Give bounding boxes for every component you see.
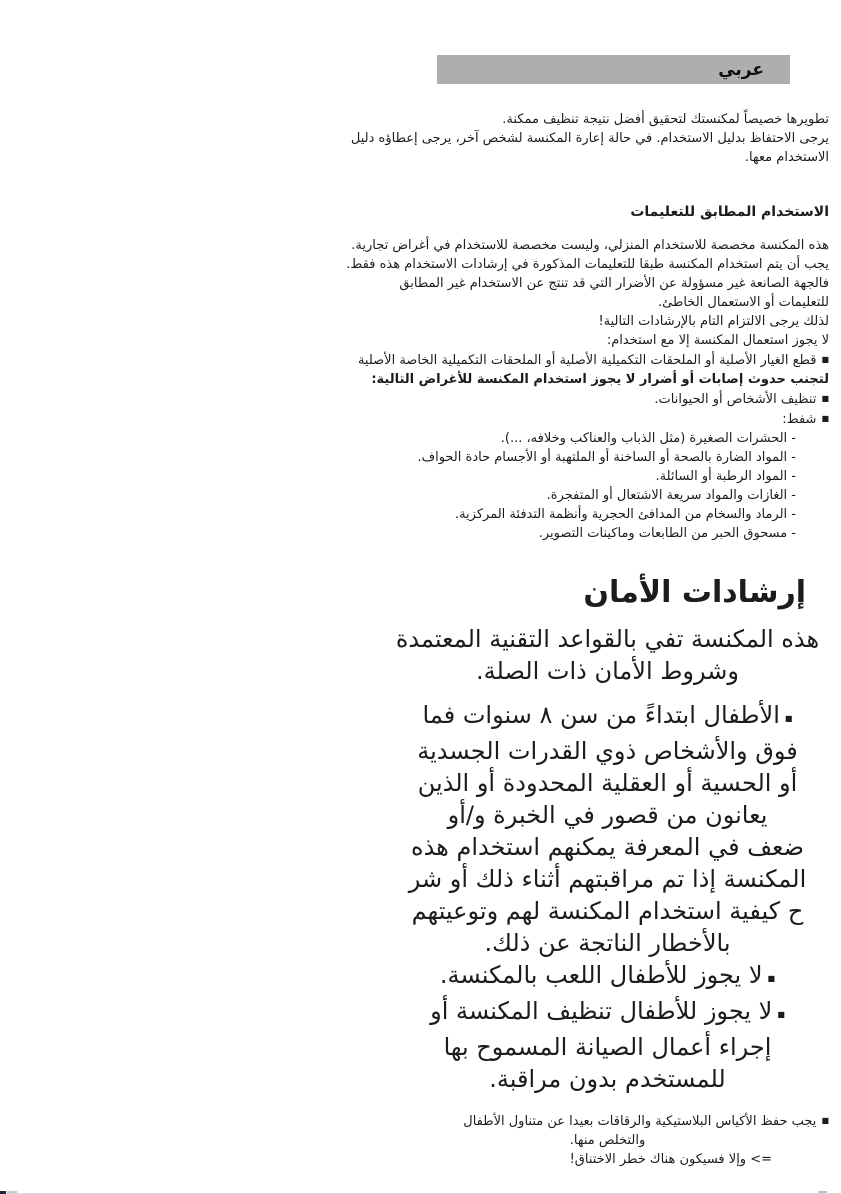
dash-list-item: - المواد الرطبة أو السائلة. [655, 469, 796, 484]
text-line: يرجى الاحتفاظ بدليل الاستخدام. في حالة إعارة المكنسة لشخص آخر، يرجى إعطاؤه دليل [350, 131, 829, 146]
dash-list-item: - مسحوق الحبر من الطابعات وماكينات التصوير. [538, 526, 796, 541]
text-line: ح كيفية استخدام المكنسة لهم وتوعيتهم [411, 897, 804, 925]
text-line [386, 1111, 829, 1131]
safety-bullet-children [386, 699, 829, 959]
list-item-label: شفط: [782, 412, 817, 427]
list-item-label: قطع الغيار الأصلية أو الملحقات التكميلية الأصلية أو الملحقات التكميلية الخاصة الأصلية [357, 353, 817, 368]
intended-use-paragraph [346, 236, 829, 350]
text-line: للتعليمات أو الاستعمال الخاطئ. [658, 295, 829, 310]
bullet-square-icon: ■ [821, 1116, 829, 1125]
dash-list-item: - الرماد والسخام من المدافئ الحجرية وأنظمة التدفئة المركزية. [454, 507, 796, 522]
language-header-bar [437, 55, 790, 84]
list-item [357, 350, 829, 370]
text-line: للمستخدم بدون مراقبة. [489, 1065, 726, 1093]
plastic-bag-warning [386, 1111, 829, 1169]
text-line: وشروط الأمان ذات الصلة. [476, 657, 739, 685]
list-item-label: لا يجوز للأطفال تنظيف المكنسة أو [430, 997, 773, 1025]
list-item-label: يجب حفظ الأكياس البلاستيكية والرقاقات بعيدا عن متناول الأطفال [463, 1114, 817, 1129]
bullet-square-icon: ■ [784, 714, 793, 723]
scan-edge-mark [818, 1191, 827, 1193]
list-item-label: تنظيف الأشخاص أو الحيوانات. [654, 392, 817, 407]
text-line: تطويرها خصيصاً لمكنستك لتحقيق أفضل نتيجة تنظيف ممكنة. [502, 112, 829, 127]
safety-intro-paragraph [386, 623, 829, 687]
text-line: إجراء أعمال الصيانة المسموح بها [443, 1033, 772, 1061]
text-line: الاستخدام معها. [744, 150, 829, 165]
dash-list-item: - الحشرات الصغيرة (مثل الذباب والعناكب وخلافه، ...). [500, 431, 796, 446]
intro-paragraph [350, 110, 829, 167]
bullet-square-icon: ■ [821, 414, 829, 423]
text-line: والتخلص منها. [569, 1133, 646, 1148]
text-line: ضعف في المعرفة يمكنهم استخدام هذه [411, 833, 804, 861]
safety-bullet-no-clean [386, 995, 829, 1095]
list-item [386, 409, 829, 429]
text-line: لذلك يرجى الالتزام التام بالإرشادات التالية! [598, 314, 829, 329]
suction-dash-list [386, 429, 829, 543]
dash-list-item: - المواد الضارة بالصحة أو الساخنة أو الملتهبة أو الأجسام حادة الحواف. [417, 450, 796, 465]
text-line: لا يجوز استعمال المكنسة إلا مع استخدام: [606, 333, 829, 348]
list-item-label: الأطفال ابتداءً من سن ٨ سنوات فما [422, 701, 780, 729]
content-column [346, 110, 829, 1169]
text-line: المكنسة إذا تم مراقبتهم أثناء ذلك أو شر [408, 865, 807, 893]
list-item [386, 389, 829, 409]
list-item-label: لا يجوز للأطفال اللعب بالمكنسة. [439, 961, 763, 989]
text-line: هذه المكنسة مخصصة للاستخدام المنزلي، وليست مخصصة للاستخدام في أغراض تجارية. [351, 238, 829, 253]
bullet-square-icon: ■ [767, 974, 776, 983]
section-heading-safety: إرشادات الأمان [583, 575, 806, 610]
bullet-square-icon: ■ [821, 394, 829, 403]
text-line: هذه المكنسة تفي بالقواعد التقنية المعتمدة [395, 625, 820, 653]
language-label: عربي [718, 59, 764, 80]
text-line: بالأخطار الناتجة عن ذلك. [484, 929, 731, 957]
bullet-square-icon: ■ [821, 355, 829, 364]
text-line: فوق والأشخاص ذوي القدرات الجسدية [417, 737, 798, 765]
text-line [386, 995, 829, 1031]
section-heading-intended-use: الاستخدام المطابق للتعليمات [630, 204, 829, 220]
text-line: يعانون من قصور في الخبرة و/أو [447, 801, 768, 829]
text-line [386, 699, 829, 735]
warning-bold-line: لتجنب حدوث إصابات أو أضرار لا يجوز استخدام المكنسة للأغراض التالية: [371, 372, 829, 387]
text-line: أو الحسية أو العقلية المحدودة أو الذين [417, 769, 798, 797]
text-line: يجب أن يتم استخدام المكنسة طبقا للتعليمات المذكورة في إرشادات الاستخدام هذه فقط. [346, 257, 829, 272]
scan-corner-mark-light [7, 1191, 17, 1193]
text-line: فالجهة الصانعة غير مسؤولة عن الأضرار التي قد تنتج عن الاستخدام غير المطابق [399, 276, 829, 291]
safety-bullet-no-play [386, 959, 829, 995]
dash-list-item: - الغازات والمواد سريعة الاشتعال أو المتفجرة. [546, 488, 796, 503]
suffocation-note: => وإلا فسيكون هناك خطر الاختناق! [569, 1152, 772, 1167]
bullet-square-icon: ■ [777, 1010, 785, 1019]
